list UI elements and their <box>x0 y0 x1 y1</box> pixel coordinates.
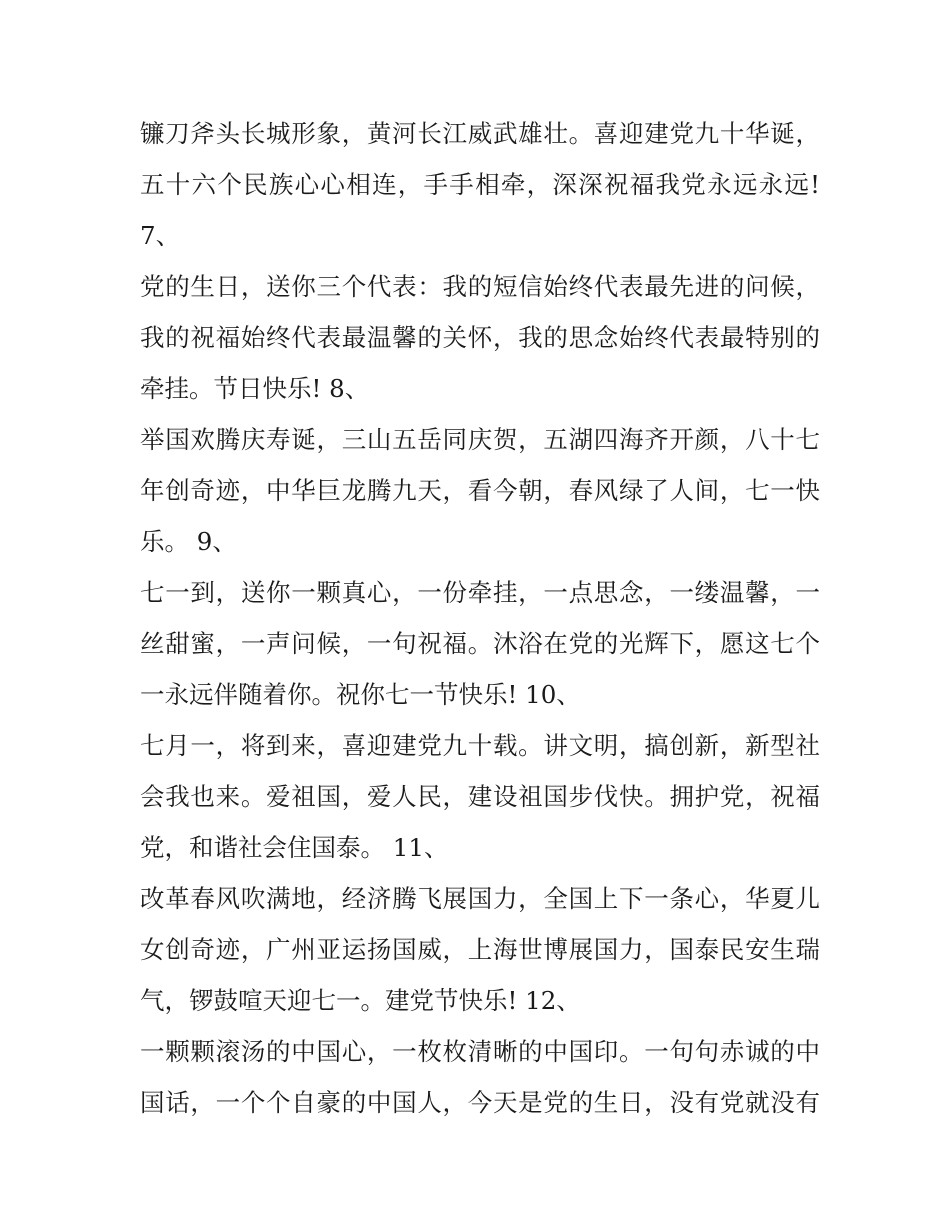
text-line: 一永远伴随着你。祝你七一节快乐! 10、 <box>140 680 581 709</box>
text-line: 7、 <box>140 221 181 250</box>
text-line: 举国欢腾庆寿诞，三山五岳同庆贺，五湖四海齐开颜，八十七 <box>140 425 820 454</box>
text-line: 牵挂。节日快乐! 8、 <box>140 374 370 403</box>
text-line: 七一到，送你一颗真心，一份牵挂，一点思念，一缕温馨，一 <box>140 578 820 607</box>
text-line: 年创奇迹，中华巨龙腾九天，看今朝，春风绿了人间，七一快 <box>140 476 820 505</box>
text-line: 党，和谐社会住国泰。 11、 <box>140 833 449 862</box>
text-line: 乐。 9、 <box>140 527 237 556</box>
text-line: 一颗颗滚汤的中国心，一枚枚清晰的中国印。一句句赤诚的中 <box>140 1037 820 1066</box>
text-line: 改革春风吹满地，经济腾飞展国力，全国上下一条心，华夏儿 <box>140 884 820 913</box>
text-line: 五十六个民族心心相连，手手相牵，深深祝福我党永远永远! <box>140 170 820 199</box>
body-text <box>140 108 820 1128</box>
text-line: 女创奇迹，广州亚运扬国威，上海世博展国力，国泰民安生瑞 <box>140 935 820 964</box>
text-line: 气，锣鼓喧天迎七一。建党节快乐! 12、 <box>140 986 581 1015</box>
text-line: 丝甜蜜，一声问候，一句祝福。沐浴在党的光辉下，愿这七个 <box>140 629 820 658</box>
text-line: 党的生日，送你三个代表：我的短信始终代表最先进的问候， <box>140 272 820 301</box>
text-line: 国话，一个个自豪的中国人，今天是党的生日，没有党就没有 <box>140 1088 820 1117</box>
text-line: 我的祝福始终代表最温馨的关怀，我的思念始终代表最特别的 <box>140 323 820 352</box>
text-line: 镰刀斧头长城形象，黄河长江威武雄壮。喜迎建党九十华诞， <box>140 119 820 148</box>
text-line: 七月一，将到来，喜迎建党九十载。讲文明，搞创新，新型社 <box>140 731 820 760</box>
text-line: 会我也来。爱祖国，爱人民，建设祖国步伐快。拥护党，祝福 <box>140 782 820 811</box>
